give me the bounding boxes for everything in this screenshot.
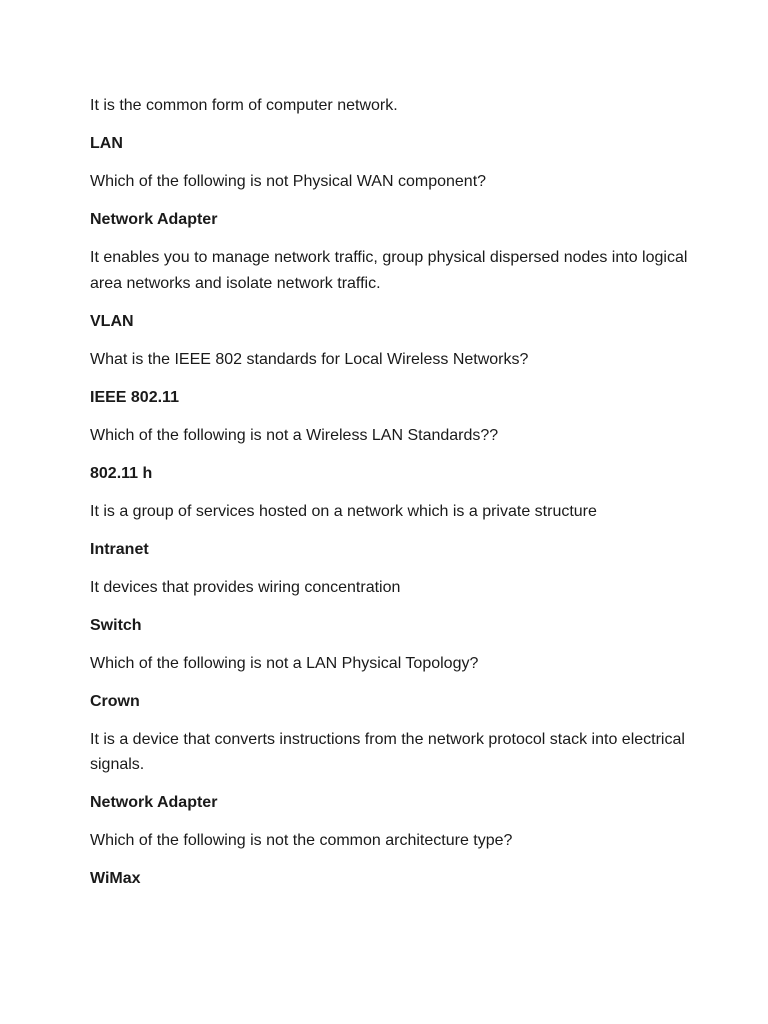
qa-item xyxy=(90,727,690,816)
question-text: It devices that provides wiring concentration xyxy=(90,578,401,596)
question-text: It is a group of services hosted on a network which is a private structure xyxy=(90,502,597,520)
question-text: What is the IEEE 802 standards for Local Wireless Networks? xyxy=(90,350,529,368)
answer-text: Crown xyxy=(90,692,140,710)
answer-text: LAN xyxy=(90,135,123,152)
qa-item xyxy=(90,828,690,892)
answer-text: VLAN xyxy=(90,312,134,330)
question-text: Which of the following is not Physical WAN component? xyxy=(90,173,487,190)
document-page xyxy=(90,93,690,904)
question-text: Which of the following is not a Wireless LAN Standards?? xyxy=(90,426,499,444)
answer-text: Intranet xyxy=(90,540,149,558)
qa-item xyxy=(90,93,690,157)
answer-text: IEEE 802.11 xyxy=(90,388,179,406)
answer-text: Network Adapter xyxy=(90,211,218,228)
question-text: Which of the following is not a LAN Physical Topology? xyxy=(90,654,479,672)
qa-item xyxy=(90,499,690,563)
qa-item xyxy=(90,575,690,639)
qa-item xyxy=(90,245,690,334)
answer-text: Switch xyxy=(90,616,142,634)
answer-text: Network Adapter xyxy=(90,794,218,811)
qa-item xyxy=(90,169,690,233)
question-text: Which of the following is not the common architecture type? xyxy=(90,832,513,849)
qa-item xyxy=(90,651,690,715)
answer-text: 802.11 h xyxy=(90,464,153,482)
question-text: It is a device that converts instructions from the network protocol stack into electrical signals. xyxy=(90,730,685,773)
qa-item xyxy=(90,347,690,411)
question-text: It is the common form of computer network. xyxy=(90,97,398,114)
qa-item xyxy=(90,423,690,487)
question-text: It enables you to manage network traffic, group physical dispersed nodes into logical area networks and isolate network traffic. xyxy=(90,249,688,292)
answer-text: WiMax xyxy=(90,870,141,887)
